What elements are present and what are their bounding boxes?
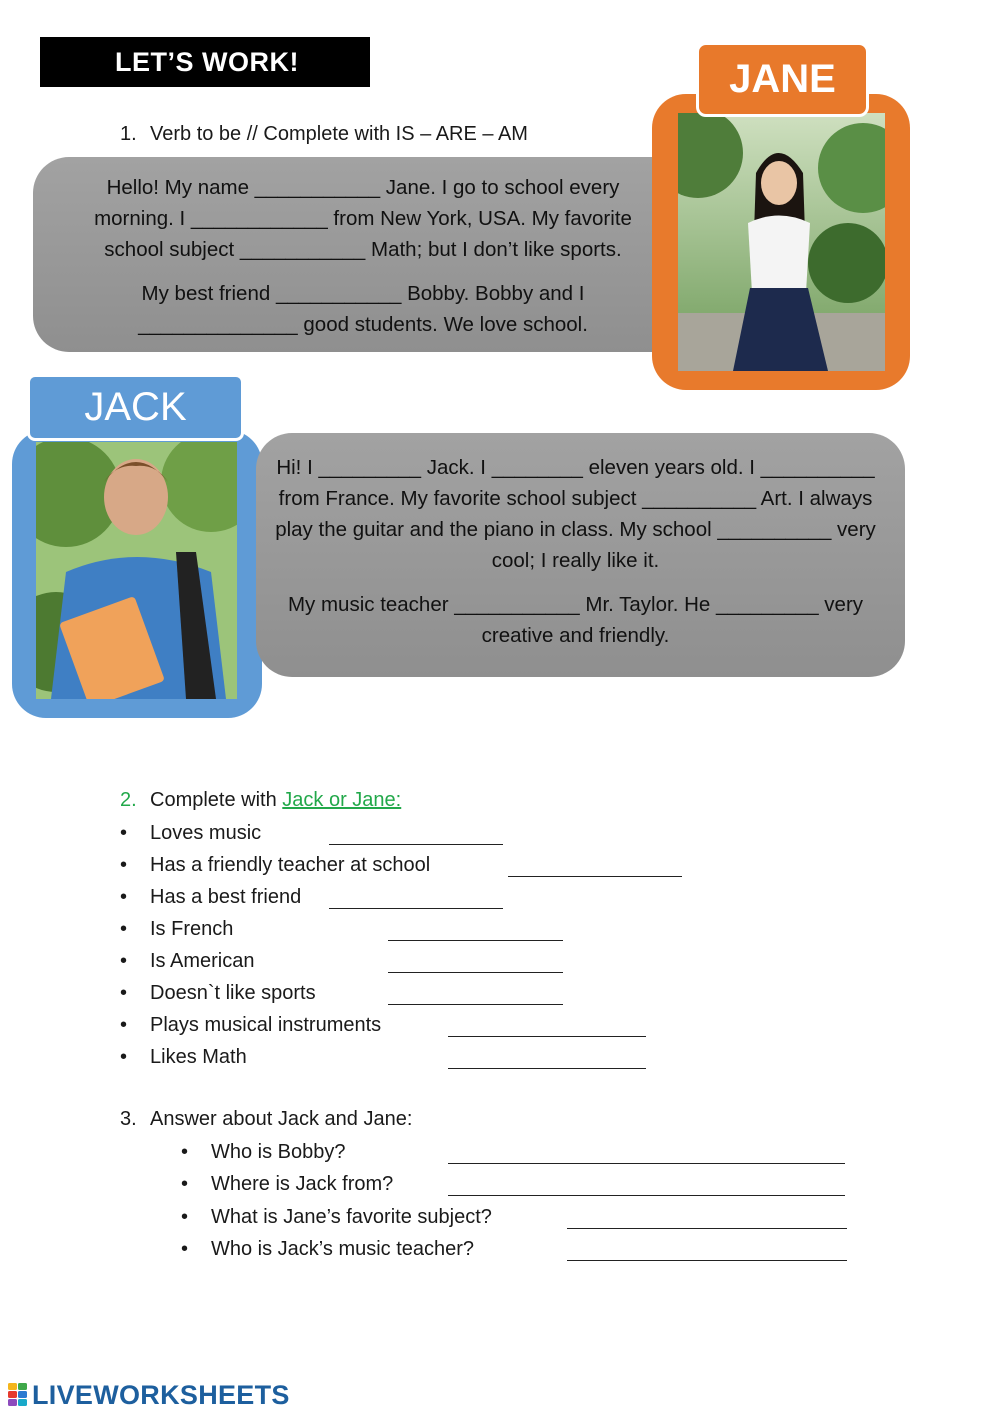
list-item: • Has a friendly teacher at school — [120, 854, 431, 876]
jack-paragraph-1: Hi! I _________ Jack. I ________ eleven years old. I __________ from France. My favorite school subject __________ Art. I always play the guitar and the piano in class. My school __________ very cool; I really like it. — [275, 456, 876, 572]
jack-text-bubble — [256, 433, 905, 677]
list-item: • Doesn`t like sports — [120, 982, 316, 1004]
answer-blank[interactable] — [448, 1016, 646, 1037]
list-item: • Has a best friend — [120, 886, 302, 908]
jane-paragraph-2: My best friend ___________ Bobby. Bobby and I ______________ good students. We love school. — [138, 282, 588, 336]
answer-blank[interactable] — [388, 920, 563, 941]
jane-paragraph-1: Hello! My name ___________ Jane. I go to school every morning. I ____________ from New York, USA. My favorite school subject ___________ Math; but I don’t like sports. — [94, 176, 632, 261]
exercise-3-number: 3. — [120, 1108, 137, 1130]
exercise-2-instruction: Complete with — [150, 789, 277, 811]
jack-photo — [36, 442, 237, 699]
list-item: • What is Jane’s favorite subject? — [181, 1206, 492, 1228]
jack-name-label: JACK — [84, 385, 187, 429]
answer-blank[interactable] — [567, 1208, 847, 1229]
page-title-banner — [40, 37, 370, 87]
answer-blank[interactable] — [388, 952, 563, 973]
answer-blank[interactable] — [388, 984, 563, 1005]
jane-name-label: JANE — [729, 57, 836, 101]
jane-name-tag — [696, 42, 869, 117]
exercise-2-highlight: Jack or Jane: — [282, 789, 402, 811]
answer-blank[interactable] — [448, 1048, 646, 1069]
answer-blank[interactable] — [329, 888, 503, 909]
jack-paragraph-2: My music teacher ___________ Mr. Taylor. He _________ very creative and friendly. — [287, 593, 864, 647]
answer-blank[interactable] — [567, 1240, 847, 1261]
page-title: LET’S WORK! — [115, 46, 299, 77]
exercise-1-heading — [120, 123, 528, 146]
answer-blank[interactable] — [329, 824, 503, 845]
jane-photo — [678, 113, 885, 371]
list-item: • Who is Bobby? — [181, 1141, 346, 1163]
list-item: • Where is Jack from? — [181, 1173, 394, 1195]
list-item: • Plays musical instruments — [120, 1014, 382, 1036]
exercise-3-instruction: Answer about Jack and Jane: — [150, 1108, 413, 1130]
liveworksheets-icon — [8, 1383, 28, 1407]
liveworksheets-brand: LIVEWORKSHEETS — [32, 1379, 290, 1410]
liveworksheets-logo[interactable] — [8, 1379, 290, 1411]
jack-name-tag — [27, 374, 244, 441]
exercise-1-number: 1. — [120, 123, 137, 145]
list-item: • Loves music — [120, 822, 262, 844]
answer-blank[interactable] — [448, 1143, 845, 1164]
answer-blank[interactable] — [448, 1175, 845, 1196]
exercise-2-heading — [120, 789, 401, 812]
exercise-3-heading — [120, 1108, 412, 1131]
exercise-2-number: 2. — [120, 789, 137, 811]
jane-text-bubble — [33, 157, 693, 352]
answer-blank[interactable] — [508, 856, 682, 877]
list-item: • Is French — [120, 918, 234, 940]
list-item: • Is American — [120, 950, 255, 972]
list-item: • Who is Jack’s music teacher? — [181, 1238, 475, 1260]
list-item: • Likes Math — [120, 1046, 247, 1068]
exercise-1-instruction: Verb to be // Complete with IS – ARE – AM — [150, 123, 528, 145]
